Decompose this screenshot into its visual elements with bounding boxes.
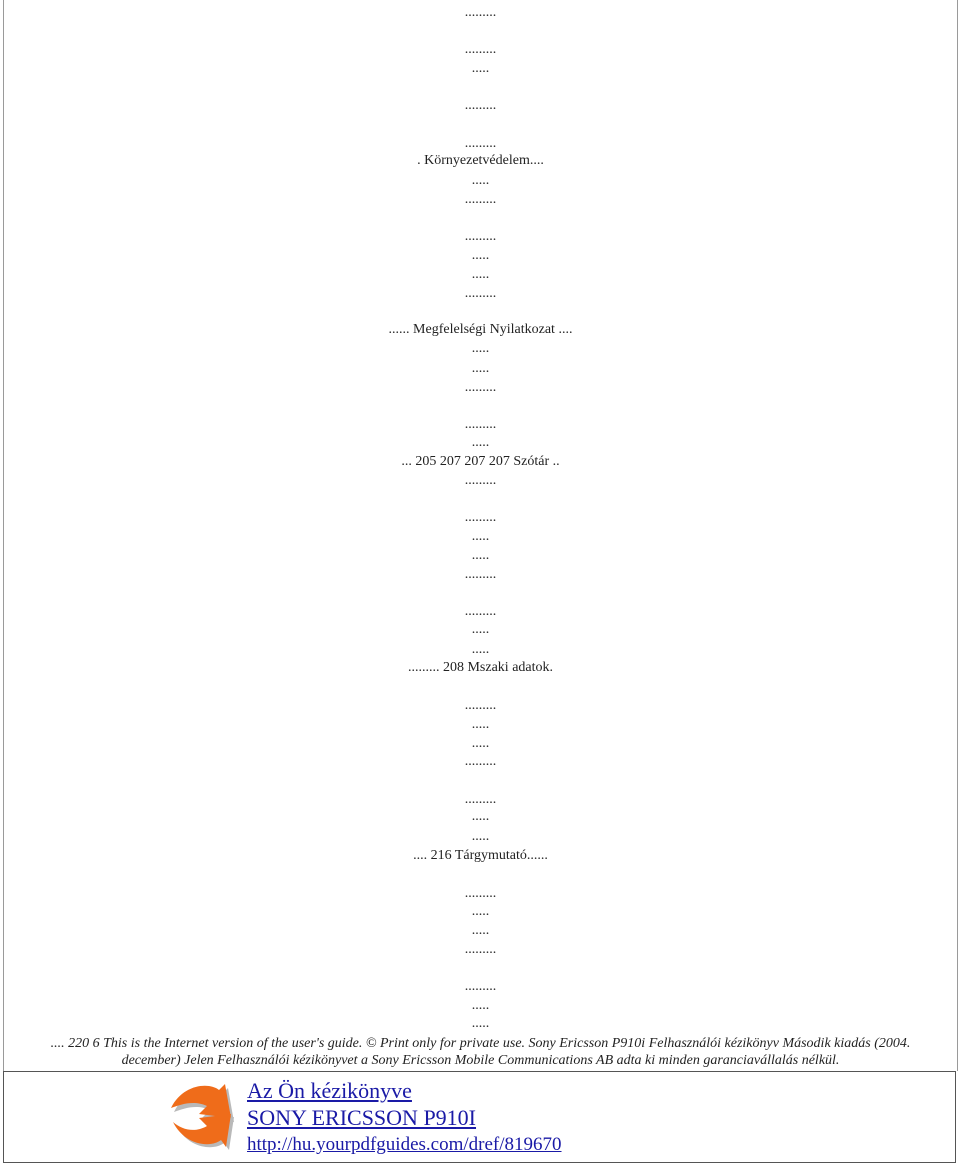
- toc-line: .....: [471, 1016, 490, 1031]
- toc-line: .....: [471, 622, 490, 637]
- toc-line: .........: [464, 417, 497, 432]
- toc-line: .....: [471, 809, 490, 824]
- toc-line: .........: [464, 792, 497, 807]
- toc-line: .........: [464, 192, 497, 207]
- toc-line: .........: [464, 5, 497, 20]
- product-name-link[interactable]: SONY ERICSSON P910I: [247, 1105, 477, 1130]
- toc-line: .........: [464, 567, 497, 582]
- toc-line: .....: [471, 998, 490, 1013]
- toc-line: .....: [471, 248, 490, 263]
- toc-line: .........: [464, 510, 497, 525]
- toc-line: .........: [464, 698, 497, 713]
- toc-line: .........: [464, 942, 497, 957]
- toc-line: .....: [471, 529, 490, 544]
- toc-line: .........: [464, 136, 497, 151]
- toc-line: .....: [471, 642, 490, 657]
- document-page: [3, 0, 958, 1071]
- toc-line: .........: [464, 886, 497, 901]
- toc-line: .....: [471, 923, 490, 938]
- toc-line: ...... Megfelelségi Nyilatkozat ....: [388, 322, 573, 337]
- toc-line: .....: [471, 341, 490, 356]
- toc-line: .........: [464, 473, 497, 488]
- toc-line: .....: [471, 717, 490, 732]
- toc-line: .........: [464, 286, 497, 301]
- toc-line: december) Jelen Felhasználói kézikönyvet a Sony Ericsson Mobile Communications AB adta ki minden garanciavállalás nélkül.: [121, 1053, 840, 1068]
- toc-line: .....: [471, 361, 490, 376]
- toc-line: .........: [464, 42, 497, 57]
- toc-line: .....: [471, 736, 490, 751]
- toc-line: ... 205 207 207 207 Szótár ..: [401, 454, 560, 469]
- toc-line: .....: [471, 173, 490, 188]
- toc-line: .....: [471, 829, 490, 844]
- toc-line: .....: [471, 267, 490, 282]
- manual-title-link[interactable]: Az Ön kézikönyve: [247, 1078, 412, 1103]
- toc-line: . Környezetvédelem....: [417, 153, 544, 168]
- toc-line: .........: [464, 380, 497, 395]
- toc-line: .....: [471, 548, 490, 563]
- toc-line: .........: [464, 229, 497, 244]
- toc-line: .........: [464, 754, 497, 769]
- toc-line: .........: [464, 98, 497, 113]
- guide-url-link[interactable]: http://hu.yourpdfguides.com/dref/819670: [247, 1134, 562, 1155]
- footer-banner: [3, 1071, 956, 1163]
- toc-line: .... 220 6 This is the Internet version of the user's guide. © Print only for private use. Sony Ericsson P910i Felhasználói kézikönyv Második kiadás (2004.: [50, 1036, 911, 1051]
- orange-arrow-icon: [159, 1078, 237, 1152]
- toc-line: .........: [464, 979, 497, 994]
- toc-line: .....: [471, 61, 490, 76]
- toc-line: .........: [464, 604, 497, 619]
- toc-line: .....: [471, 435, 490, 450]
- toc-line: .....: [471, 904, 490, 919]
- toc-line: .... 216 Tárgymutató......: [413, 848, 548, 863]
- toc-line: ......... 208 Mszaki adatok.: [407, 660, 554, 675]
